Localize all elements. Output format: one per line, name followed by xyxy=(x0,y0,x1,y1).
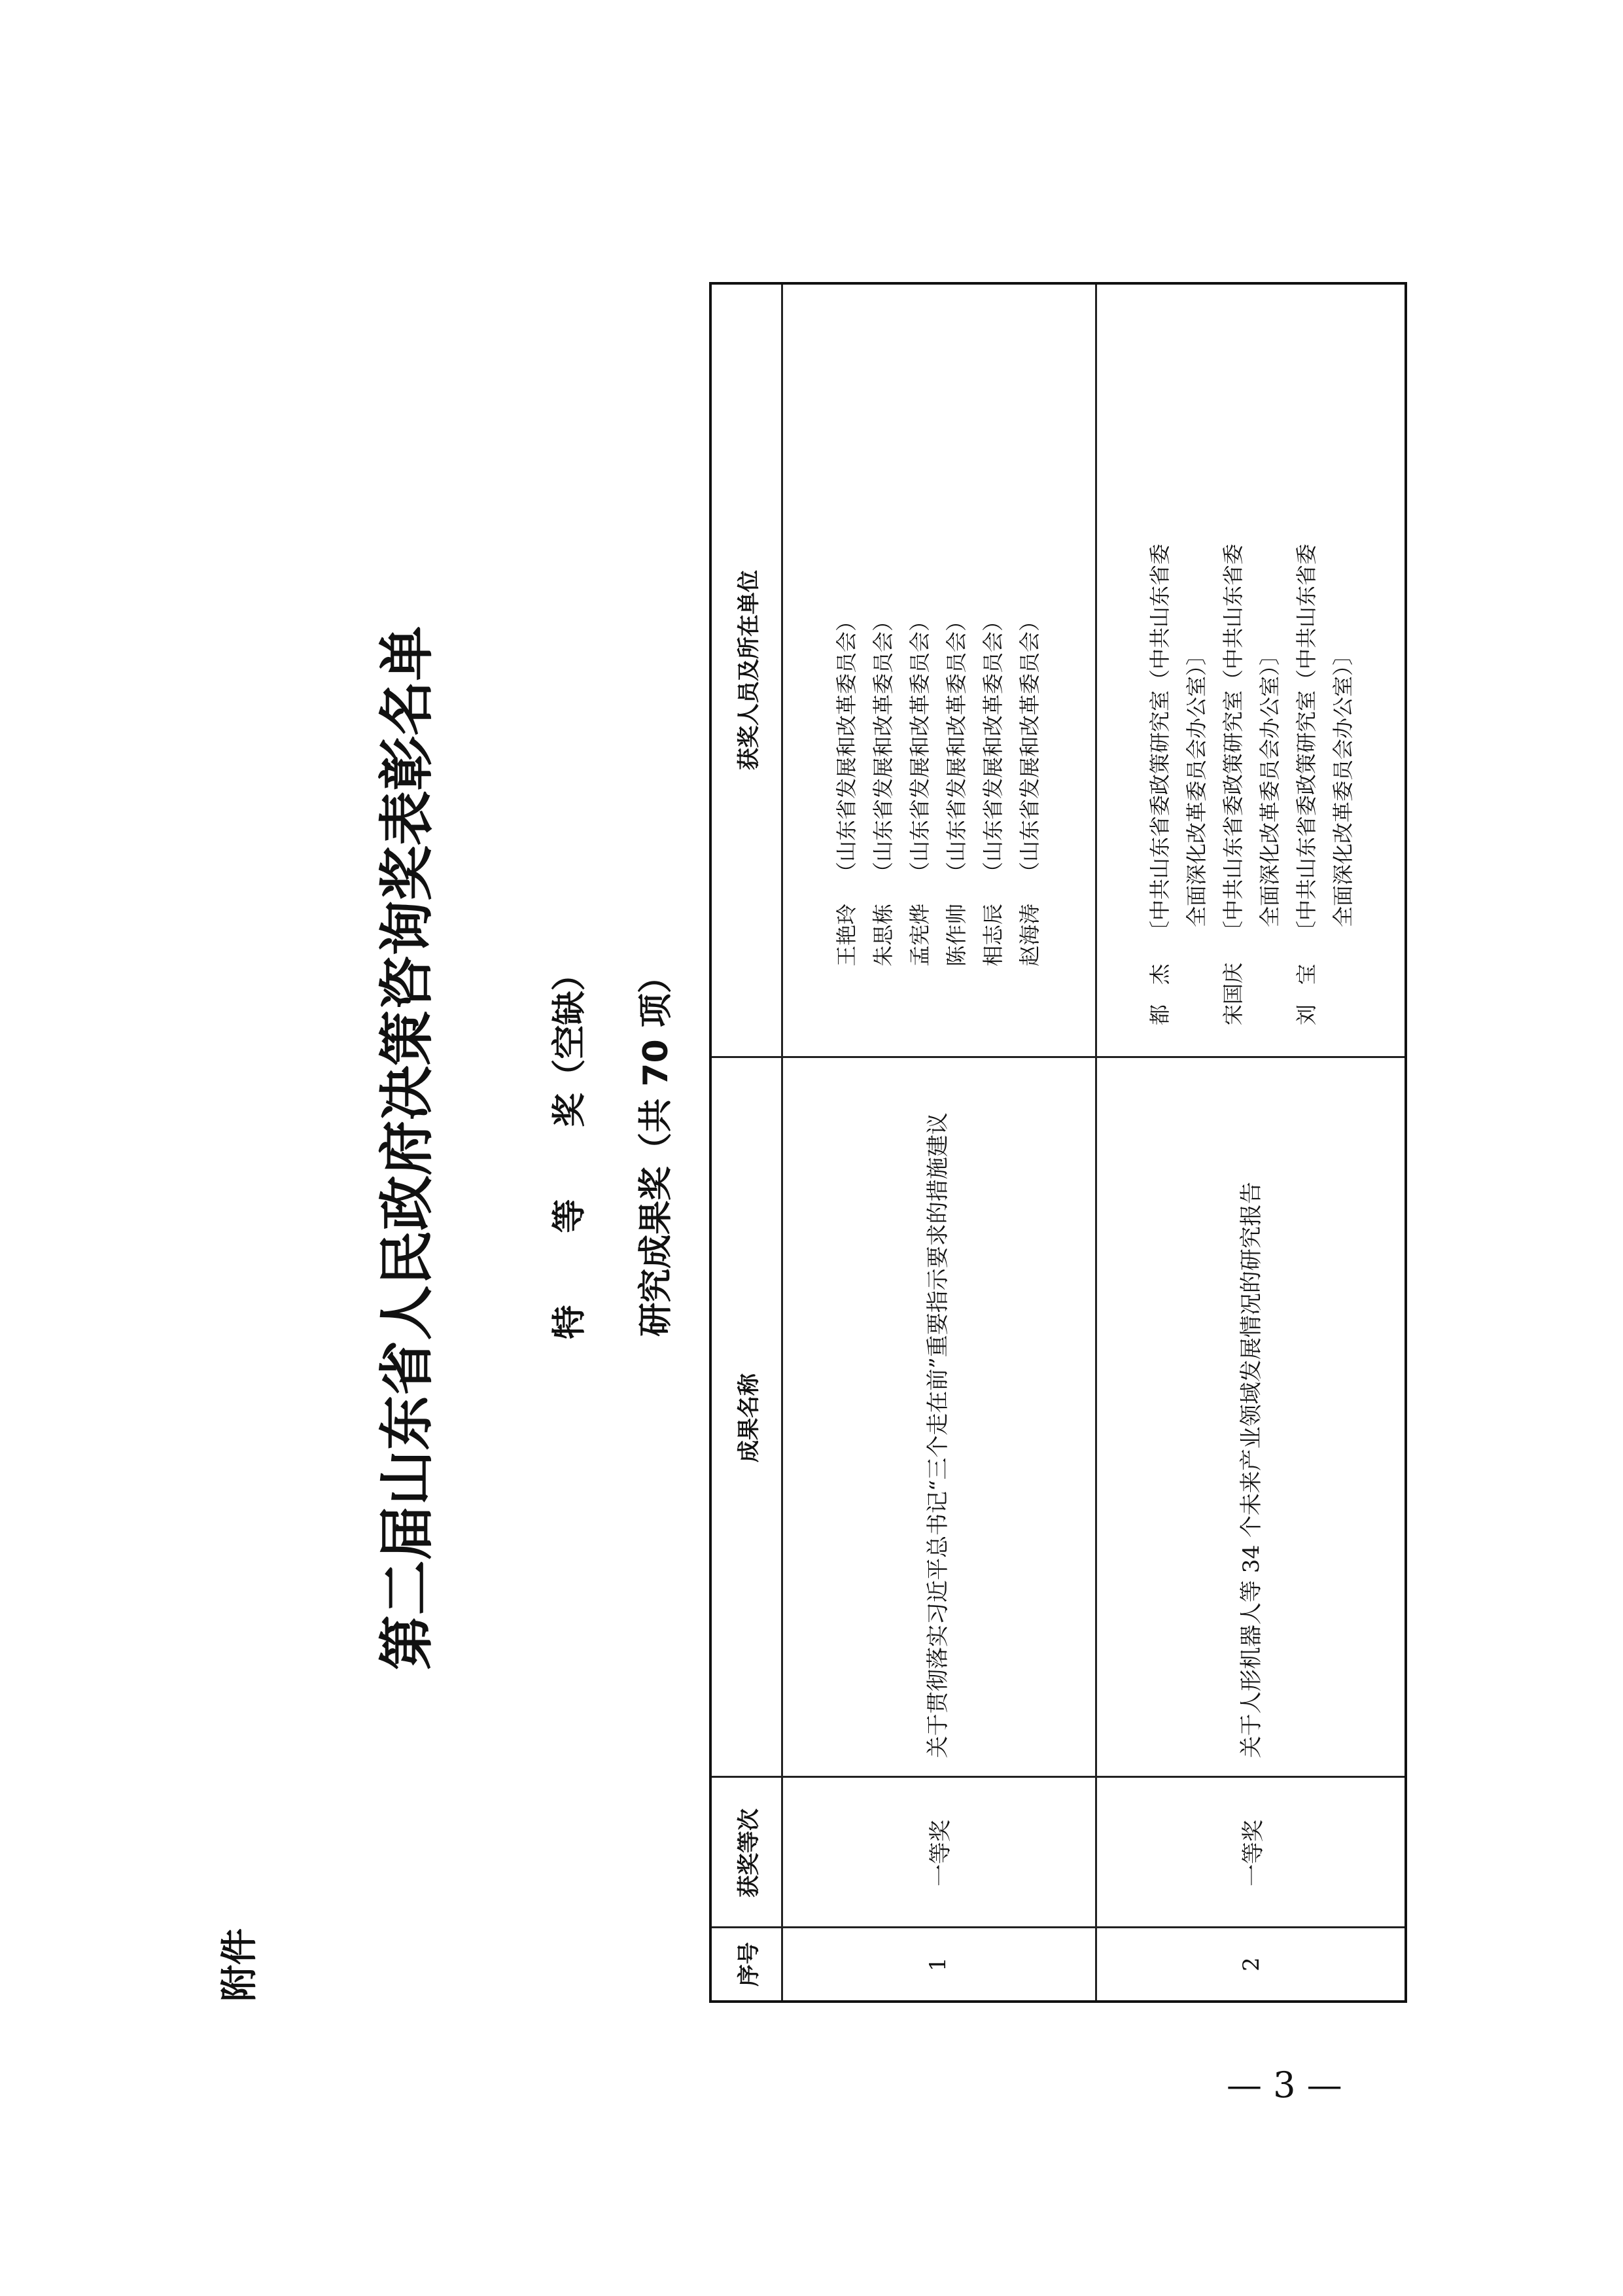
table-row-index: 2 xyxy=(1238,1957,1265,1971)
winner-entry xyxy=(938,610,975,966)
research-award-heading: 研究成果奖（共 70 项） xyxy=(637,959,676,1337)
winner-entry xyxy=(1288,544,1325,1025)
special-award-char: 等 xyxy=(550,1199,589,1233)
header-level: 获奖等次 xyxy=(735,1809,762,1898)
table-row-level: 一等奖 xyxy=(927,1820,954,1886)
special-award-char: 缺 xyxy=(550,991,589,1025)
winner-unit: （山东省发展和改革委员会） xyxy=(871,610,896,883)
winner-unit: （山东省发展和改革委员会） xyxy=(944,610,969,883)
special-award-char: 特 xyxy=(550,1305,589,1339)
winner-name: 孟宪烨 xyxy=(907,903,932,966)
winner-name: 陈作帅 xyxy=(944,903,969,966)
table-row-name: 关于人形机器人等 34 个未来产业领域发展情况的研究报告 xyxy=(1238,1182,1265,1758)
winner-name: 朱思栋 xyxy=(871,903,896,966)
winner-name: 都杰 xyxy=(1147,944,1172,1025)
winner-name: 赵海涛 xyxy=(1017,903,1042,966)
special-award-char: 空 xyxy=(550,1025,589,1059)
winner-unit: 〔中共山东省委政策研究室（中共山东省委 xyxy=(1220,543,1246,942)
header-index: 序号 xyxy=(735,1942,762,1987)
table-row-winners xyxy=(781,282,1095,1058)
special-award-char: 奖 xyxy=(550,1093,589,1127)
winner-entry xyxy=(1215,544,1251,1025)
special-award-char: （ xyxy=(550,1059,589,1093)
header-name: 成果名称 xyxy=(735,1373,762,1462)
winner-entry xyxy=(1142,544,1178,1025)
winner-entry xyxy=(901,610,938,966)
winner-entry xyxy=(865,610,901,966)
winner-name: 宋国庆 xyxy=(1220,962,1246,1025)
winner-name: 相志辰 xyxy=(981,903,1005,966)
table-row-level: 一等奖 xyxy=(1240,1820,1266,1886)
winner-entry xyxy=(1011,610,1048,966)
document-title: 第二届山东省人民政府决策咨询奖表彰名单 xyxy=(374,626,439,1670)
winner-unit-continued: 全面深化改革委员会办公室）〕 xyxy=(1257,644,1282,927)
winner-unit-continued: 全面深化改革委员会办公室）〕 xyxy=(1183,644,1209,927)
winner-unit: （山东省发展和改革委员会） xyxy=(907,610,932,883)
header-winners: 获奖人员及所在单位 xyxy=(735,570,762,770)
table-row-name: 关于贯彻落实习近平总书记“三个走在前”重要指示要求的措施建议 xyxy=(925,1112,951,1758)
winner-unit: （山东省发展和改革委员会） xyxy=(981,610,1005,883)
winner-unit: （山东省发展和改革委员会） xyxy=(1017,610,1042,883)
winner-unit: 〔中共山东省委政策研究室（中共山东省委 xyxy=(1147,543,1172,942)
winner-unit: （山东省发展和改革委员会） xyxy=(834,610,859,883)
special-award-line xyxy=(542,0,591,2296)
winner-entry xyxy=(828,610,865,966)
attachment-label: 附件 xyxy=(218,1928,261,2002)
winner-name: 刘宝 xyxy=(1293,944,1319,1025)
special-award-char: ） xyxy=(550,957,589,991)
winner-entry xyxy=(975,610,1011,966)
awards-table xyxy=(709,282,1407,2003)
page-number: — 3 — xyxy=(1227,2064,1342,2106)
winner-unit-continued: 全面深化改革委员会办公室）〕 xyxy=(1330,644,1355,927)
winner-unit: 〔中共山东省委政策研究室（中共山东省委 xyxy=(1293,543,1319,942)
table-row-winners xyxy=(1095,282,1407,1058)
winner-name: 王艳玲 xyxy=(834,903,859,966)
table-row-index: 1 xyxy=(925,1957,951,1971)
